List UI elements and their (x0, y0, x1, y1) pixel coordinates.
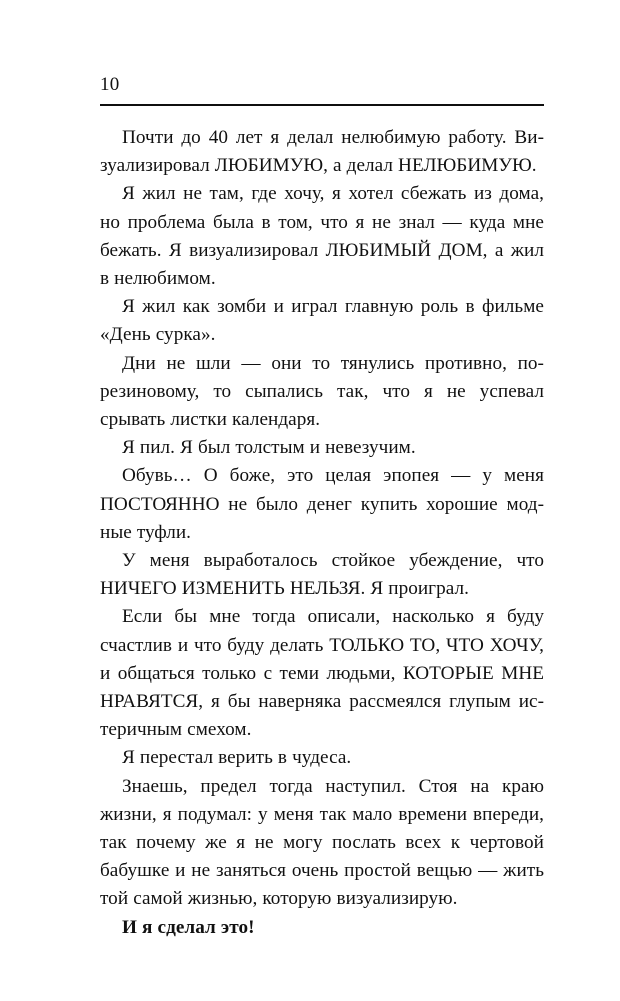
paragraph: Я пил. Я был толстым и невезучим. (122, 437, 416, 459)
body-text (100, 124, 544, 942)
paragraph: Обувь… О боже, это целая эпопея — у меня ПОСТОЯННО не было денег купить хорошие модные туфли. (100, 465, 544, 543)
paragraph: Я жил как зомби и играл главную роль в фильме «День сурка». (100, 296, 544, 346)
paragraph: Я перестал верить в чудеса. (122, 747, 352, 769)
page-header (100, 74, 544, 106)
paragraph: У меня выработалось стойкое убеждение, что НИЧЕГО ИЗМЕНИТЬ НЕЛЬЗЯ. Я проиграл. (100, 550, 544, 600)
paragraph: Почти до 40 лет я делал нелюбимую работу. Визуализировал ЛЮБИМУЮ, а делал НЕЛЮБИМУЮ. (100, 127, 544, 177)
paragraph: Дни не шли — они то тянулись противно, по-резиновому, то сыпались так, что я не успевал срывать листки календаря. (100, 352, 544, 431)
header-divider (100, 104, 544, 106)
paragraph: Знаешь, предел тогда наступил. Стоя на краю жизни, я подумал: у меня так мало времени впереди, так почему же я не могу послать всех к чертовой бабушке и не заняться очень простой вещью — жить той самой жизнью, которую визуализирую. (100, 775, 544, 910)
paragraph: Я жил не там, где хочу, я хотел сбежать из дома, но проблема была в том, что я не знал — куда мне бежать. Я визуализировал ЛЮБИМЫЙ ДОМ, а жил в нелюбимом. (100, 183, 544, 290)
page-number: 10 (100, 74, 120, 95)
closing-line: И я сделал это! (122, 916, 255, 938)
paragraph: Если бы мне тогда описали, насколько я буду счастлив и что буду делать ТОЛЬКО ТО, ЧТО ХОЧУ, и общаться только с теми людьми, КОТОРЫЕ МНЕ НРАВЯТСЯ, я бы наверняка рассмеялся глупым истеричным смехом. (100, 606, 544, 741)
